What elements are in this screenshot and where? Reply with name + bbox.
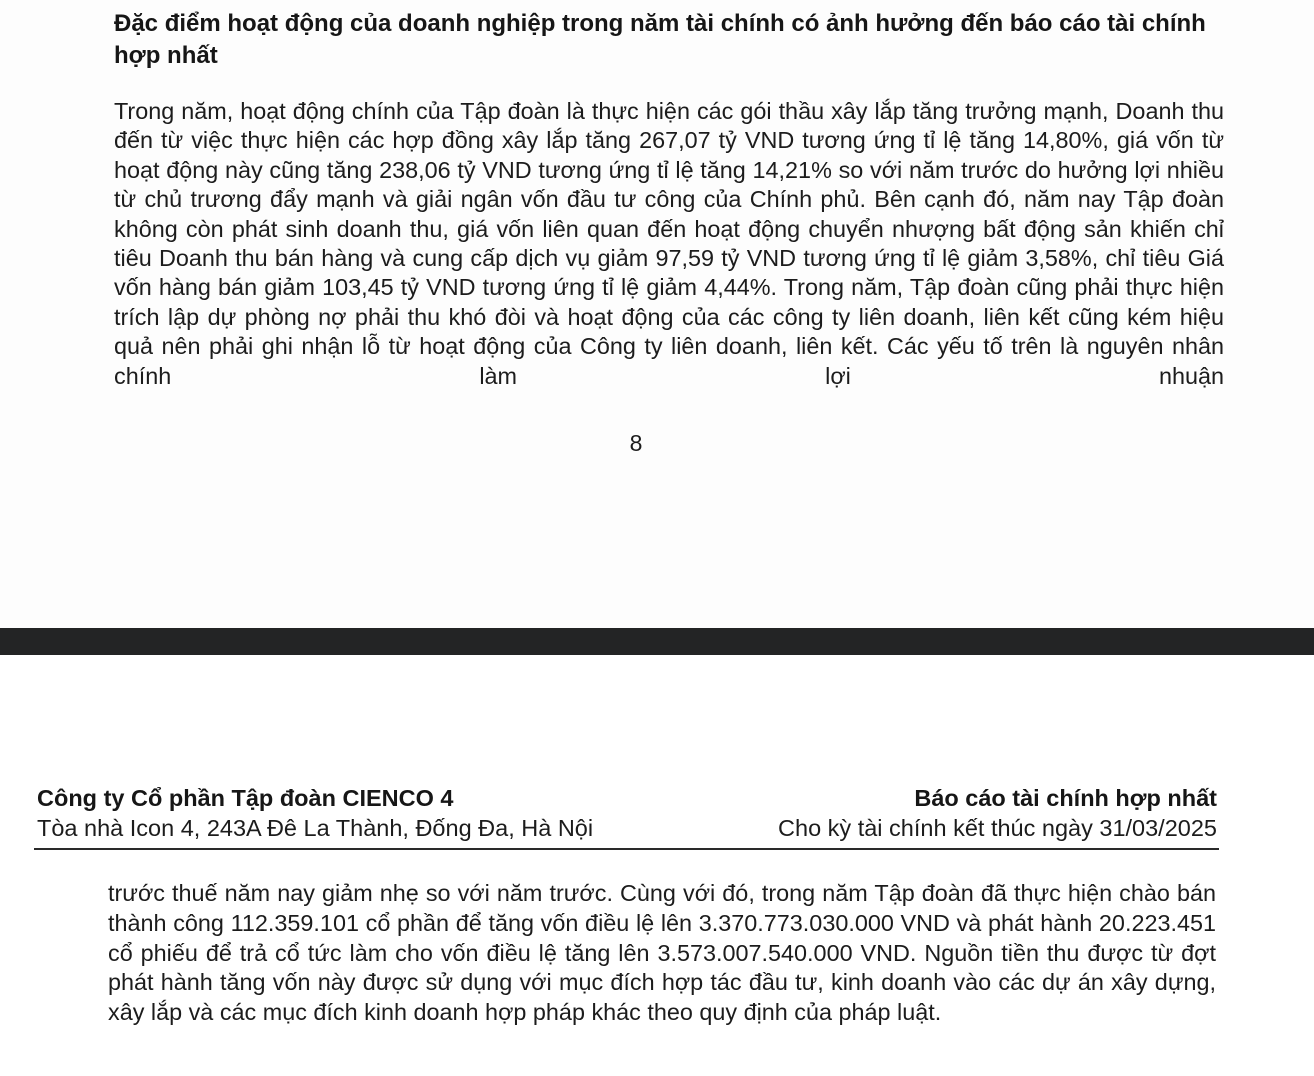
company-name: Công ty Cổ phần Tập đoàn CIENCO 4 — [37, 785, 454, 811]
page-9-top-portion — [0, 655, 1314, 1076]
page-gap-divider — [0, 628, 1314, 655]
body-paragraph-page-8: Trong năm, hoạt động chính của Tập đoàn là thực hiện các gói thầu xây lắp tăng trưởng mạnh, Doanh thu đến từ việc thực hiện các hợp đồng xây lắp tăng 267,07 tỷ VND tương ứng tỉ lệ tăng 14,80%, giá vốn từ hoạt động này cũng tăng 238,06 tỷ VND tương ứng tỉ lệ tăng 14,21% so với năm trước do hưởng lợi nhiều từ chủ trương đẩy mạnh và giải ngân vốn đầu tư công của Chính phủ. Bên cạnh đó, năm nay Tập đoàn không còn phát sinh doanh thu, giá vốn liên quan đến hoạt động chuyển nhượng bất động sản khiến chỉ tiêu Doanh thu bán hàng và cung cấp dịch vụ giảm 97,59 tỷ VND tương ứng tỉ lệ giảm 3,58%, chỉ tiêu Giá vốn hàng bán giảm 103,45 tỷ VND tương ứng tỉ lệ giảm 4,44%. Trong năm, Tập đoàn cũng phải thực hiện trích lập dự phòng nợ phải thu khó đòi và hoạt động của các công ty liên doanh, liên kết cũng kém hiệu quả nên phải ghi nhận lỗ từ hoạt động của Công ty liên doanh, liên kết. Các yếu tố trên là nguyên nhân chính làm lợi nhuận — [114, 98, 1224, 389]
page-number: 8 — [629, 430, 643, 456]
section-heading: Đặc điểm hoạt động của doanh nghiệp trong năm tài chính có ảnh hưởng đến báo cáo tài chính hợp nhất — [114, 10, 1206, 69]
body-paragraph-page-9: trước thuế năm nay giảm nhẹ so với năm trước. Cùng với đó, trong năm Tập đoàn đã thực hiện chào bán thành công 112.359.101 cổ phần để tăng vốn điều lệ lên 3.370.773.030.000 VND và phát hành 20.223.451 cổ phiếu để trả cổ tức làm cho vốn điều lệ tăng lên 3.573.007.540.000 VND. Nguồn tiền thu được từ đợt phát hành tăng vốn này được sử dụng với mục đích hợp tác đầu tư, kinh doanh vào các dự án xây dựng, xây lắp và các mục đích kinh doanh hợp pháp khác theo quy định của pháp luật. — [108, 880, 1216, 1026]
page-header-right — [778, 783, 1217, 843]
report-period: Cho kỳ tài chính kết thúc ngày 31/03/2025 — [778, 815, 1217, 841]
report-title: Báo cáo tài chính hợp nhất — [914, 785, 1217, 811]
header-divider-line — [34, 848, 1219, 850]
page-header-left — [37, 783, 593, 843]
company-address: Tòa nhà Icon 4, 243A Đê La Thành, Đống Đa, Hà Nội — [37, 815, 594, 841]
